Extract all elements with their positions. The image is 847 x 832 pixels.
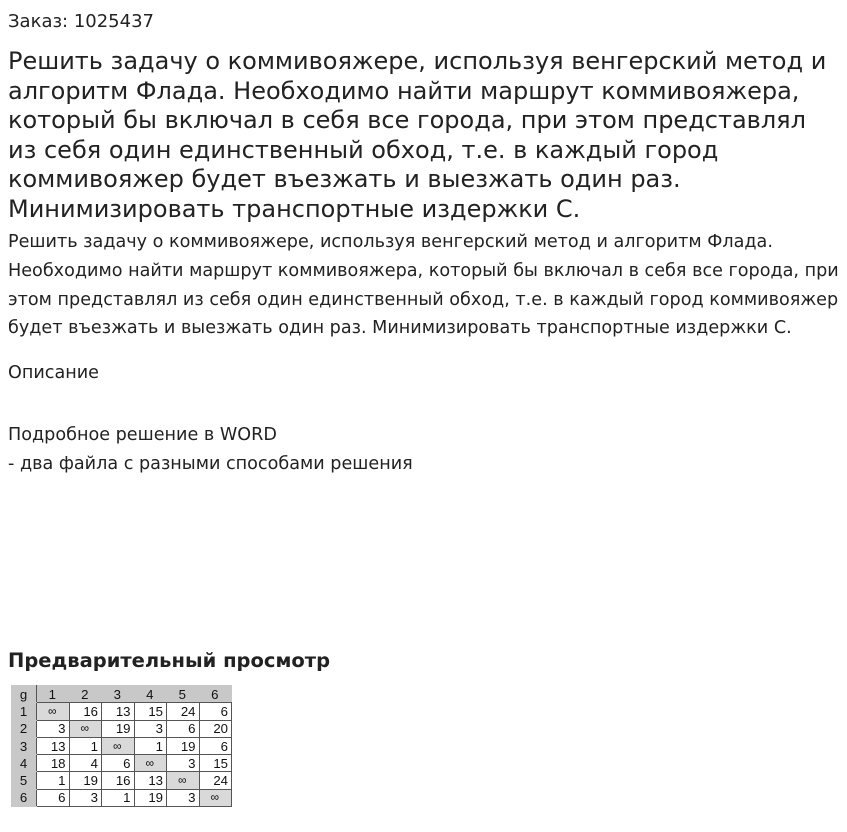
matrix-cell: 3 [37,720,70,737]
matrix-cell: 6 [37,789,70,806]
matrix-cell: 1 [134,737,167,754]
matrix-cell: ∞ [102,737,135,754]
matrix-cell: 3 [167,789,200,806]
matrix-row-header: 2 [12,720,37,737]
matrix-row [12,789,232,806]
matrix-cell: 24 [199,772,232,789]
matrix-cell: 15 [199,755,232,772]
matrix-row-header: 5 [12,772,37,789]
matrix-cell: 6 [199,703,232,720]
matrix-cell: 13 [37,737,70,754]
matrix-cell: 6 [102,755,135,772]
matrix-cell: 24 [167,703,200,720]
matrix-cell: 19 [102,720,135,737]
matrix-cell: ∞ [167,772,200,789]
matrix-row-header: 3 [12,737,37,754]
matrix-cell: 13 [134,772,167,789]
page-title: Решить задачу о коммивояжере, используя венгерский метод и алгоритм Флада. Необходимо найти маршрут коммивояжера, который бы включал в себя все города, при этом представлял из себя один единственный обход, т.е. в каждый город коммивояжер будет въезжать и выезжать один раз. Минимизировать транспортные издержки С. [8,47,827,223]
matrix-column-header: 4 [134,686,167,703]
matrix-cell: 15 [134,703,167,720]
matrix-cell: 4 [69,755,102,772]
matrix-cell: ∞ [134,755,167,772]
matrix-row [12,703,232,720]
cost-matrix-table [11,685,232,807]
matrix-cell: 6 [167,720,200,737]
matrix-cell: 19 [134,789,167,806]
preview-heading: Предварительный просмотр [8,649,331,672]
matrix-cell: 6 [199,737,232,754]
matrix-cell: 13 [102,703,135,720]
matrix-column-header: 6 [199,686,232,703]
matrix-cell: ∞ [69,720,102,737]
matrix-cell: ∞ [37,703,70,720]
matrix-row-header: 1 [12,703,37,720]
matrix-corner-cell: g [12,686,37,703]
matrix-cell: 19 [69,772,102,789]
matrix-row [12,720,232,737]
matrix-row-header: 6 [12,789,37,806]
matrix-column-header: 1 [37,686,70,703]
matrix-cell: 16 [102,772,135,789]
matrix-column-header: 3 [102,686,135,703]
matrix-cell: 3 [167,755,200,772]
matrix-column-header: 5 [167,686,200,703]
matrix-cell: 19 [167,737,200,754]
solution-details [8,421,843,479]
description-section-label: Описание [8,363,100,384]
preview-image[interactable] [11,685,233,822]
matrix-cell: 18 [37,755,70,772]
matrix-row-header: 4 [12,755,37,772]
matrix-cell: 20 [199,720,232,737]
matrix-cell: 16 [69,703,102,720]
matrix-row [12,755,232,772]
matrix-cell: 1 [37,772,70,789]
matrix-row [12,772,232,789]
matrix-row [12,737,232,754]
matrix-header-row [12,686,232,703]
solution-format-line: Подробное решение в WORD [8,425,277,446]
task-description: Решить задачу о коммивояжере, используя венгерский метод и алгоритм Флада. Необходимо найти маршрут коммивояжера, который бы включал в себя все города, при этом представлял из себя один единственный обход, т.е. в каждый город коммивояжер будет въезжать и выезжать один раз. Минимизировать транспортные издержки С. [8,232,839,339]
cost-matrix-body [12,686,232,807]
solution-files-line: - два файла с разными способами решения [8,454,413,475]
matrix-cell: 3 [134,720,167,737]
matrix-cell: 1 [102,789,135,806]
matrix-cell: 1 [69,737,102,754]
matrix-cell: ∞ [199,789,232,806]
order-number: Заказ: 1025437 [8,11,154,32]
matrix-column-header: 2 [69,686,102,703]
matrix-cell: 3 [69,789,102,806]
order-page [8,0,843,479]
